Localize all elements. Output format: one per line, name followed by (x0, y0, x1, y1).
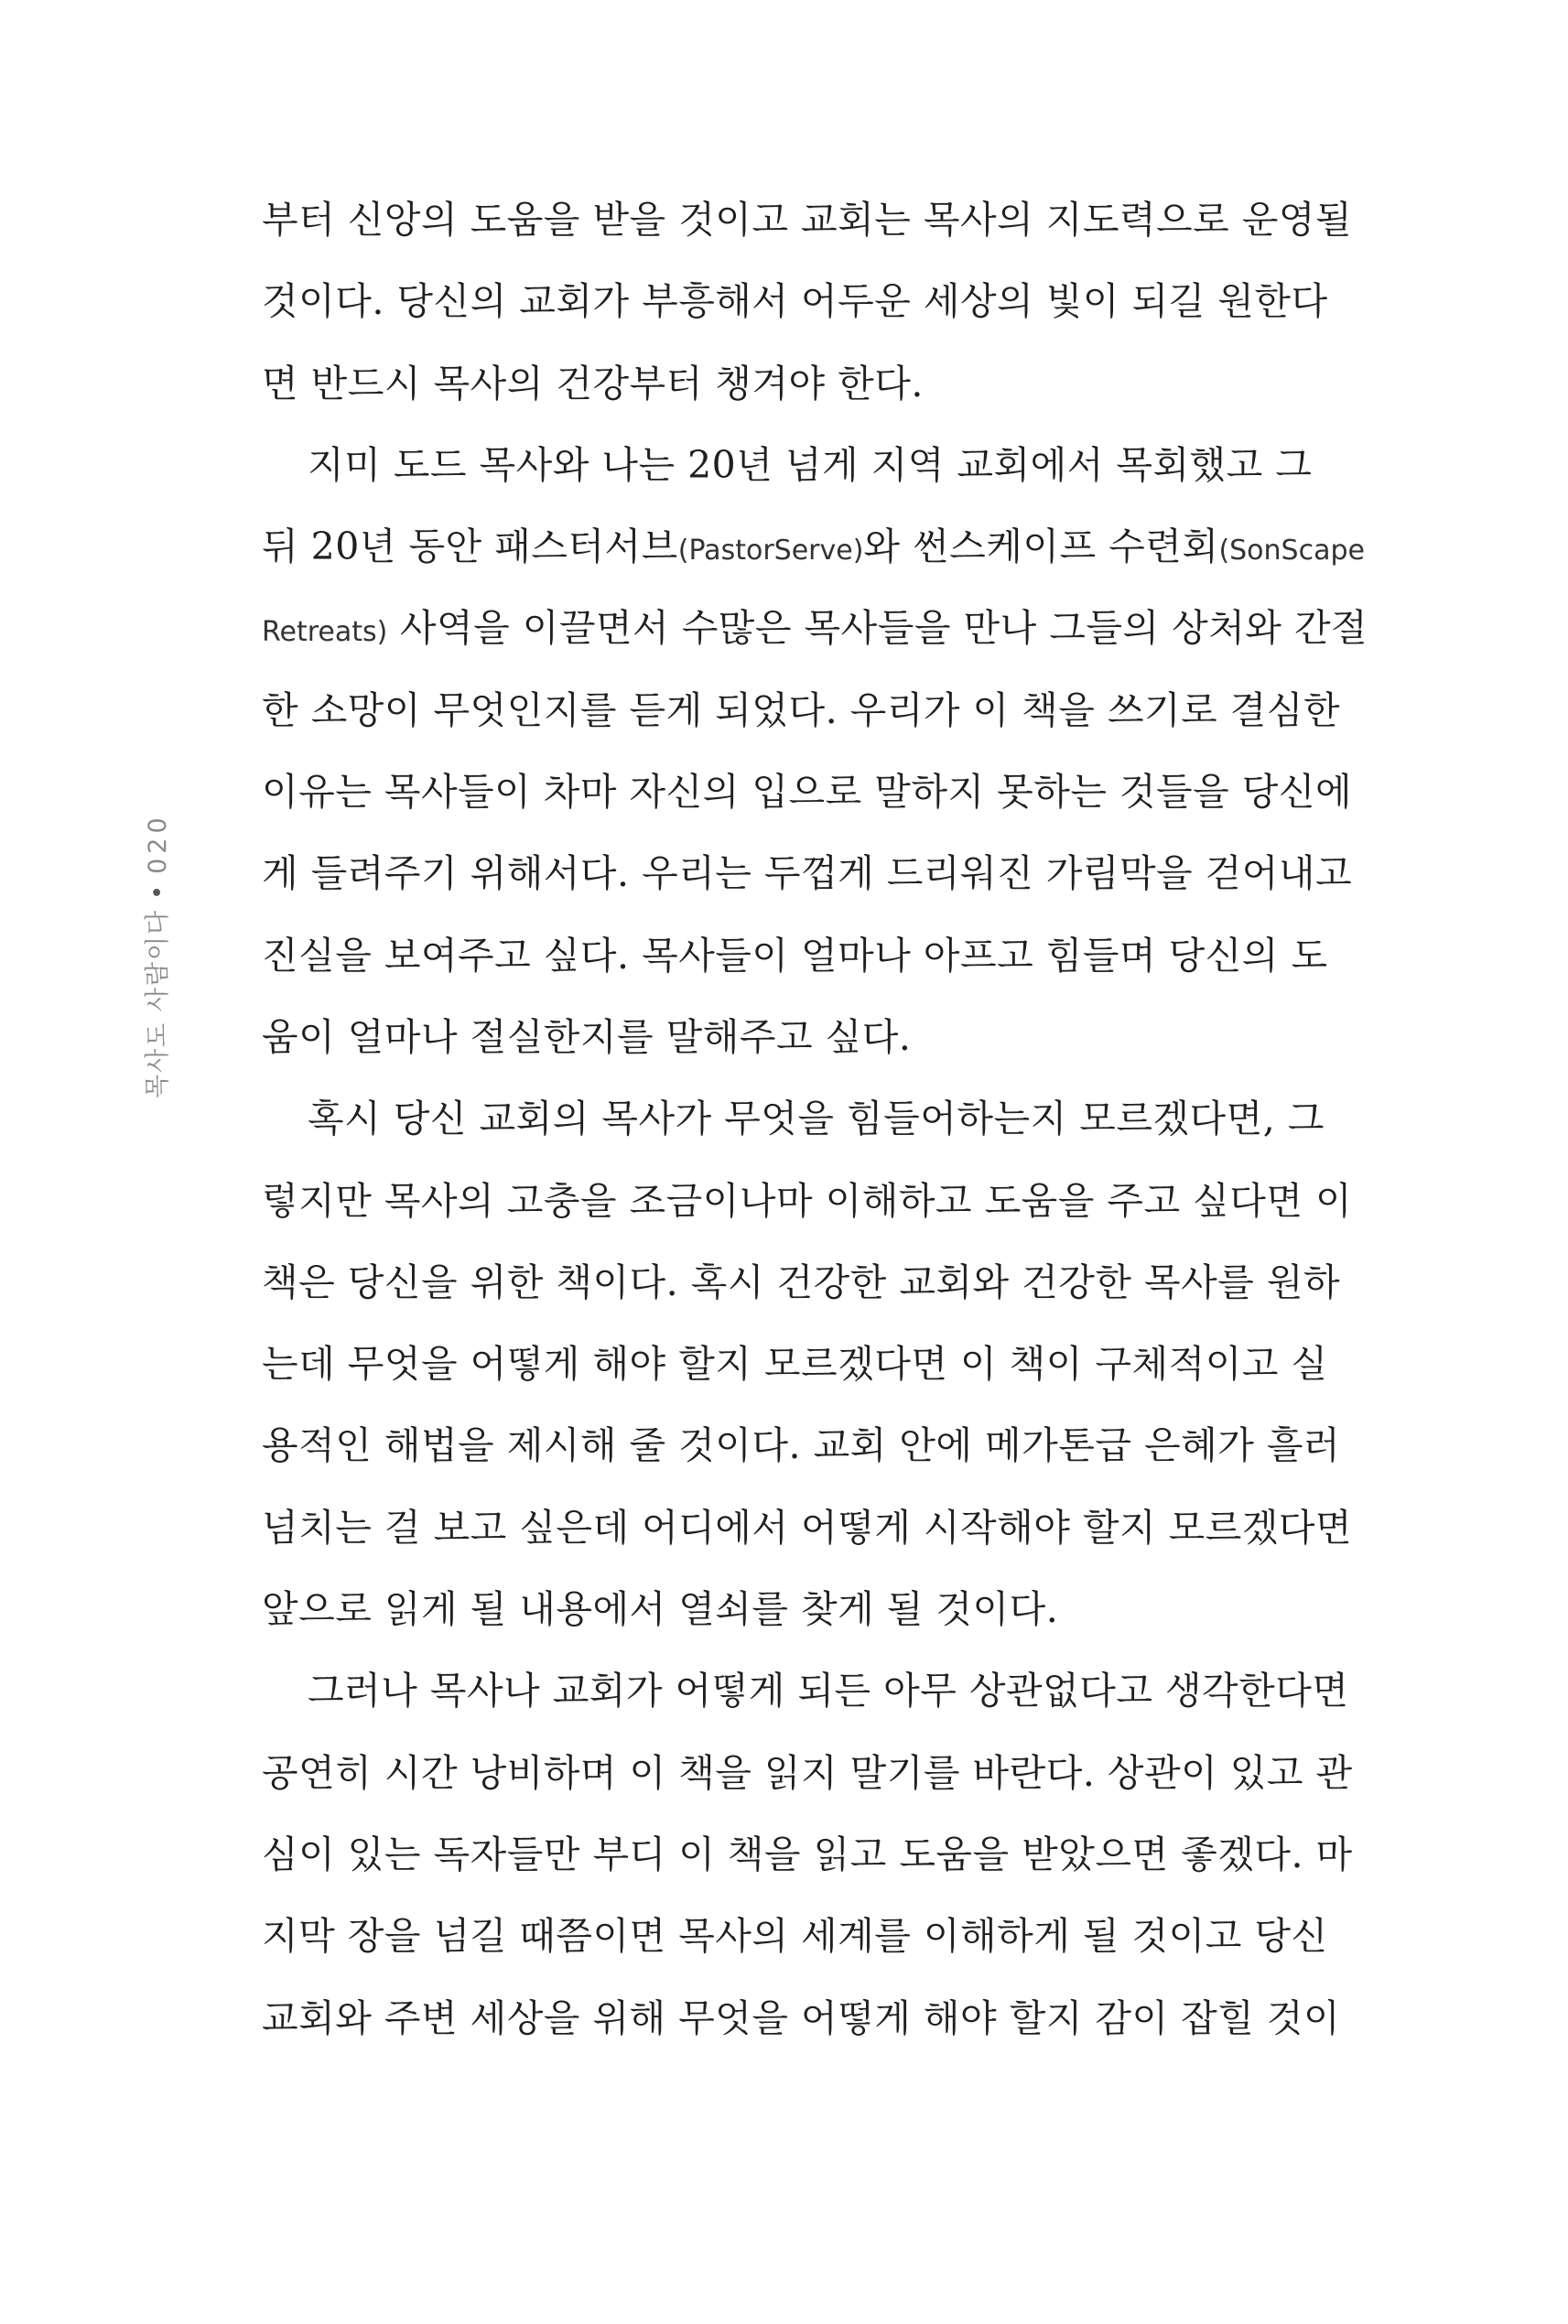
text-line (262, 506, 1365, 588)
line-text: 넘치는 걸 보고 싶은데 어디에서 어떻게 시작해야 할지 모르겠다면 (262, 1505, 1353, 1550)
text-line (262, 1242, 1341, 1324)
text-line (262, 343, 1307, 425)
line-segment: 사역을 이끌면서 수많은 목사들을 만나 그들의 상처와 간절 (399, 606, 1368, 651)
latin-annotation: (SonScape (1218, 535, 1365, 567)
line-segment: 와 썬스케이프 수련회 (863, 524, 1219, 569)
text-line (262, 1487, 1353, 1569)
line-text: 움이 얼마나 절실한지를 말해주고 싶다. (262, 1014, 912, 1059)
text-line (262, 1161, 1353, 1242)
text-line (262, 425, 1313, 506)
line-text: 지미 도드 목사와 나는 20년 넘게 지역 교회에서 목회했고 그 (308, 442, 1313, 487)
line-text: 용적인 해법을 제시해 줄 것이다. 교회 안에 메가톤급 은혜가 흘러 (262, 1423, 1341, 1468)
text-line (262, 1733, 1353, 1814)
text-line (262, 1650, 1349, 1732)
line-text: 앞으로 읽게 될 내용에서 열쇠를 찾게 될 것이다. (262, 1587, 1059, 1632)
text-line (262, 1896, 1328, 1977)
line-text: 책은 당신을 위한 책이다. 혹시 건강한 교회와 건강한 목사를 원하 (262, 1259, 1341, 1304)
line-text (262, 506, 1365, 588)
line-text: 는데 무엇을 어떻게 해야 할지 모르겠다면 이 책이 구체적이고 실 (262, 1342, 1328, 1387)
page-number: 020 (144, 813, 172, 874)
line-text: 것이다. 당신의 교회가 부흥해서 어두운 세상의 빛이 되길 원한다 (262, 279, 1328, 324)
line-text: 교회와 주변 세상을 위해 무엇을 어떻게 해야 할지 감이 잡힐 것이 (262, 1995, 1341, 2040)
text-line (262, 1569, 1307, 1650)
running-header (137, 813, 173, 1098)
text-line (262, 1978, 1341, 2059)
line-segment: 뒤 20년 동안 패스터서브 (262, 524, 678, 569)
body-text (262, 179, 1368, 2059)
line-text: 진실을 보여주고 싶다. 목사들이 얼마나 아프고 힘들며 당신의 도 (262, 933, 1328, 978)
line-text: 한 소망이 무엇인지를 듣게 되었다. 우리가 이 책을 쓰기로 결심한 (262, 687, 1341, 732)
line-text: 렇지만 목사의 고충을 조금이나마 이해하고 도움을 주고 싶다면 이 (262, 1178, 1353, 1223)
line-text: 부터 신앙의 도움을 받을 것이고 교회는 목사의 지도력으로 운영될 (262, 198, 1353, 242)
line-text: 게 들려주기 위해서다. 우리는 두껍게 드리워진 가림막을 걷어내고 (262, 851, 1353, 896)
text-line (262, 751, 1353, 833)
latin-annotation: (PastorServe) (677, 535, 864, 567)
line-text: 면 반드시 목사의 건강부터 챙겨야 한다. (262, 361, 924, 405)
line-text: 그러나 목사나 교회가 어떻게 되든 아무 상관없다고 생각한다면 (308, 1669, 1349, 1713)
text-line (262, 1405, 1341, 1486)
latin-annotation: Retreats) (262, 616, 388, 649)
text-line (262, 1814, 1353, 1896)
separator-dot: • (144, 882, 172, 900)
text-line (262, 833, 1353, 914)
line-text: 지막 장을 넘길 때쯤이면 목사의 세계를 이해하게 될 것이고 당신 (262, 1914, 1328, 1959)
line-text (262, 588, 1368, 669)
text-line (262, 261, 1328, 342)
line-text: 혹시 당신 교회의 목사가 무엇을 힘들어하는지 모르겠다면, 그 (308, 1097, 1325, 1141)
line-text: 이유는 목사들이 차마 자신의 입으로 말하지 못하는 것들을 당신에 (262, 770, 1353, 815)
text-line (262, 915, 1328, 997)
text-line (262, 588, 1368, 669)
book-title: 목사도 사람이다 (144, 908, 172, 1098)
text-line (262, 997, 1307, 1078)
text-line (262, 179, 1353, 261)
line-text: 심이 있는 독자들만 부디 이 책을 읽고 도움을 받았으면 좋겠다. 마 (262, 1832, 1353, 1876)
text-line (262, 1324, 1328, 1405)
text-line (262, 670, 1341, 751)
line-text: 공연히 시간 낭비하며 이 책을 읽지 말기를 바란다. 상관이 있고 관 (262, 1750, 1353, 1795)
text-line (262, 1078, 1325, 1160)
